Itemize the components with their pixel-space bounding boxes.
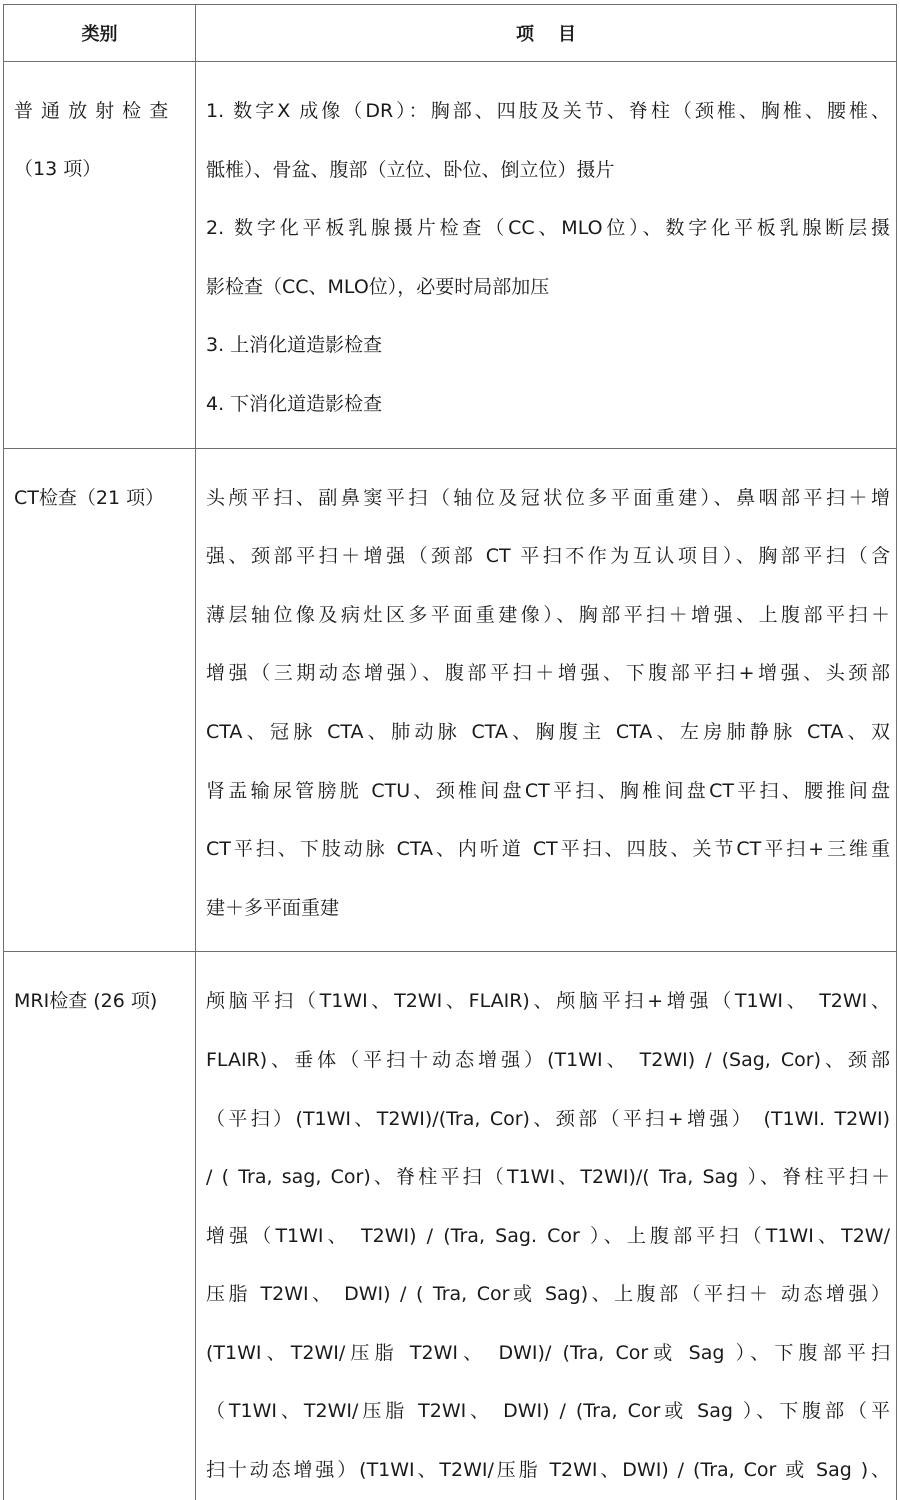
item-line: 骶椎）、骨盆、腹部（立位、卧位、倒立位）摄片 [206,158,615,181]
header-category: 类别 [4,5,196,62]
item-line: 强、颈部平扫＋增强（颈部 CT 平扫不作为互认项目）、胸部平扫（含 [206,545,890,568]
item-line: 增强（T1WI、 T2WI) / (Tra, Sag. Cor ）、上腹部平扫（T1WI、T2W/ [206,1224,890,1247]
category-cell [4,62,196,449]
item-line: 建＋多平面重建 [206,896,340,919]
item-line: FLAIR)、垂体（平扫十动态增强）(T1WI、 T2WI) / (Sag, Cor)、颈部 [206,1048,890,1071]
item-line: （平扫）(T1WI、T2WI)/(Tra, Cor)、颈部（平扫+增强） (T1WI. T2WI) [206,1107,890,1130]
item-line: 2. 数字化平板乳腺摄片检查（CC、MLO位）、数字化平板乳腺断层摄 [206,217,890,240]
item-line: CT平扫、下肢动脉 CTA、内听道 CT平扫、四肢、关节CT平扫+三维重 [206,838,890,861]
item-line: 薄层轴位像及病灶区多平面重建像）、胸部平扫＋增强、上腹部平扫＋ [206,603,890,626]
items-cell [196,952,897,1500]
table-row-ct [4,448,897,952]
item-line: 头颅平扫、副鼻窦平扫（轴位及冠状位多平面重建）、鼻咽部平扫＋增 [206,486,890,509]
item-line: 肾盂输尿管膀胱 CTU、颈椎间盘CT平扫、胸椎间盘CT平扫、腰推间盘 [206,779,890,802]
item-line: 压脂 T2WI、 DWI) / ( Tra, Cor或 Sag)、上腹部（平扫＋ 动态增强） [206,1283,890,1306]
item-line: CTA、冠脉 CTA、肺动脉 CTA、胸腹主 CTA、左房肺静脉 CTA、双 [206,720,890,743]
category-label: MRI检查 (26 项) [14,990,158,1013]
item-line: 颅脑平扫（T1WI、T2WI、FLAIR)、颅脑平扫+增强（T1WI、 T2WI、 [206,990,890,1013]
item-line: （T1WI、T2WI/压脂 T2WI、 DWI) / (Tra, Cor或 Sag ）、下腹部（平 [206,1400,890,1423]
item-line: (T1WI、T2WI/压脂 T2WI、 DWI)/ (Tra, Cor或 Sag ）、下腹部平扫 [206,1341,890,1364]
table-header-row [4,5,897,62]
item-line: 影检查（CC、MLO位），必要时局部加压 [206,275,550,298]
item-line: 4. 下消化道造影检查 [206,392,383,415]
header-items: 项目 [196,5,897,62]
item-line: 1. 数字X 成像（DR）：胸部、四肢及关节、脊柱（颈椎、胸椎、腰椎、 [206,100,890,122]
category-label: CT检查（21 项） [14,486,165,509]
category-label: 普 通 放 射 检 查 [14,100,170,122]
items-cell [196,62,897,449]
category-count: （13 项） [14,158,102,180]
item-line: 扫十动态增强）(T1WI、T2WI/压脂 T2WI、DWI) / (Tra, Cor 或 Sag )、 [206,1459,890,1482]
category-cell [4,952,196,1500]
item-line: / ( Tra, sag, Cor)、脊柱平扫（T1WI、T2WI)/( Tra, Sag ）、脊柱平扫＋ [206,1166,890,1189]
item-line: 3. 上消化道造影检查 [206,334,383,357]
category-cell [4,448,196,952]
exam-items-table [3,4,897,1500]
table-row-radiography [4,62,897,449]
items-cell [196,448,897,952]
item-line: 增强（三期动态增强）、腹部平扫＋增强、下腹部平扫+增强、头颈部 [206,662,890,685]
table-row-mri [4,952,897,1500]
